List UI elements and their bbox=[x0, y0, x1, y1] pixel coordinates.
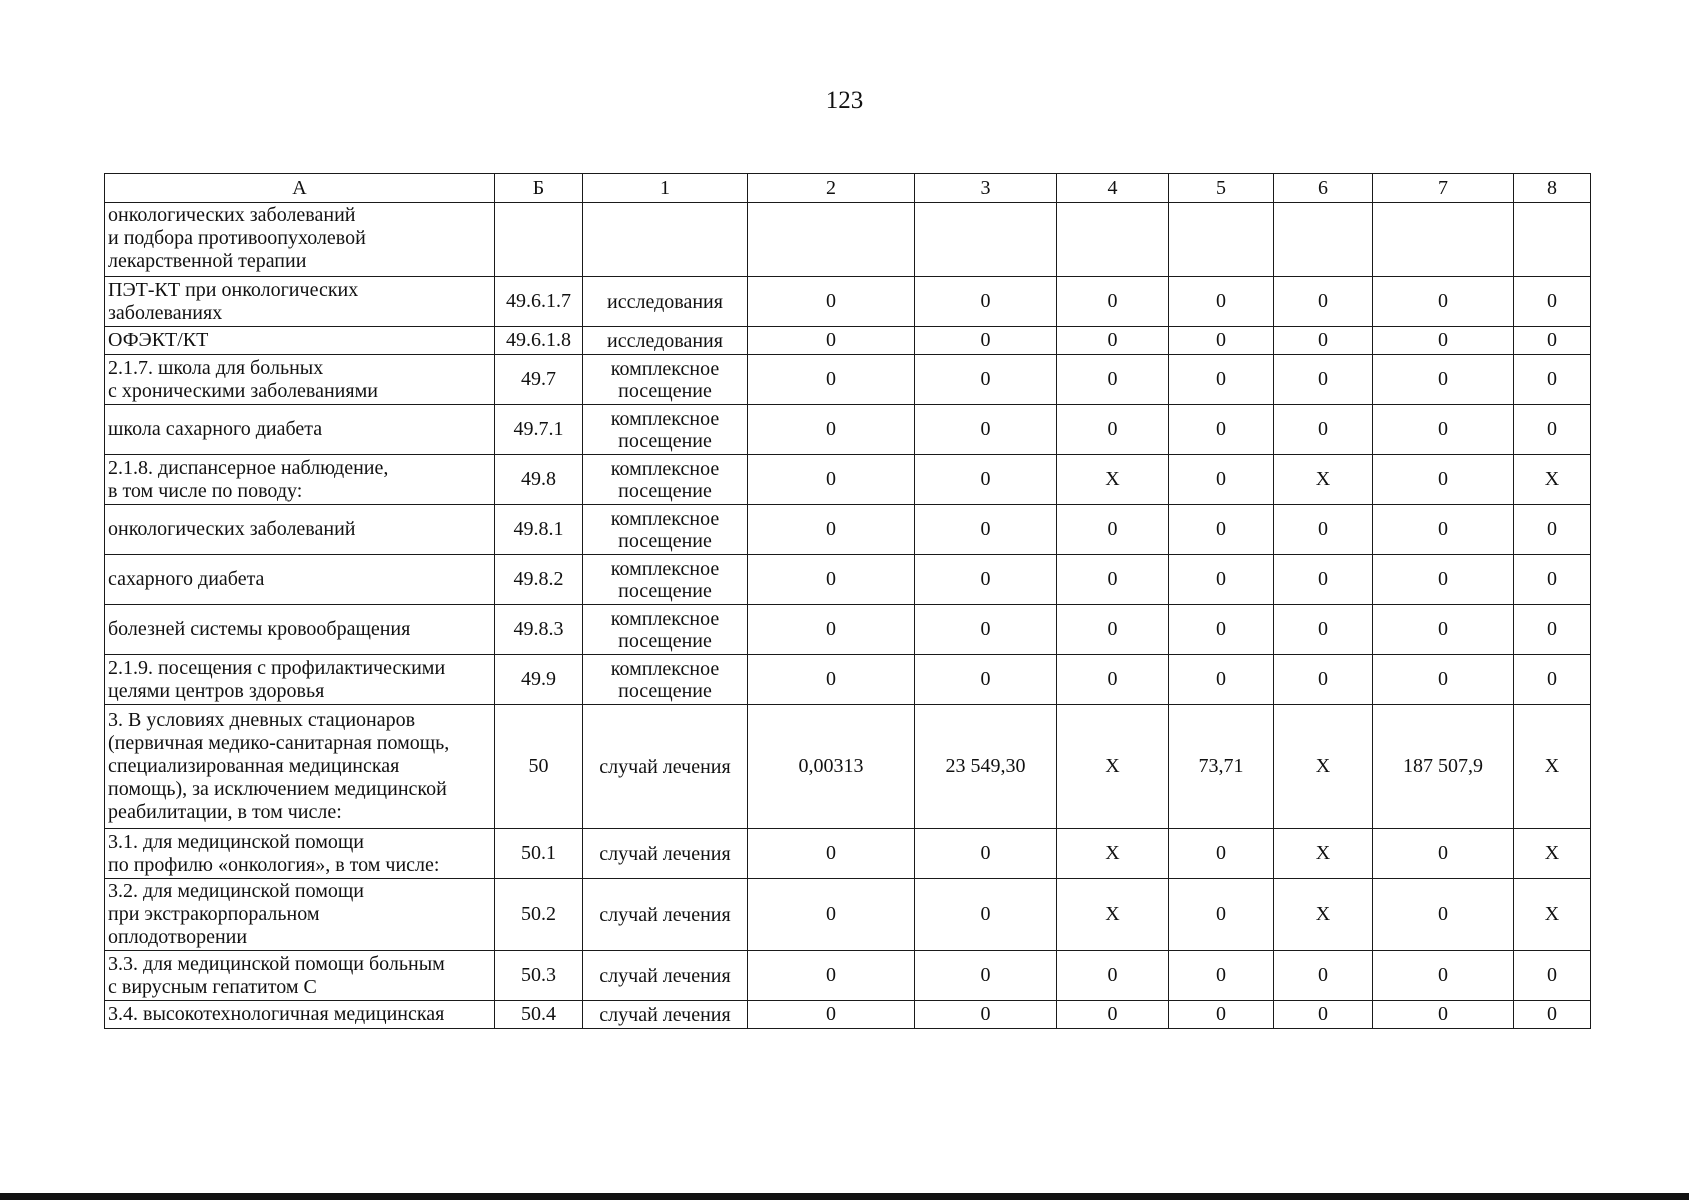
row-value-4-cell: 0 bbox=[1057, 327, 1169, 355]
row-value-5-cell: 0 bbox=[1169, 1001, 1274, 1029]
row-code-cell: 49.6.1.7 bbox=[495, 277, 583, 327]
row-value-6-cell: 0 bbox=[1274, 605, 1373, 655]
row-value-2-cell: 0 bbox=[748, 829, 915, 879]
row-value-8-cell: 0 bbox=[1514, 405, 1591, 455]
row-value-5-cell: 0 bbox=[1169, 327, 1274, 355]
row-code-cell: 49.6.1.8 bbox=[495, 327, 583, 355]
column-header-b: Б bbox=[495, 174, 583, 203]
row-value-7-cell: 0 bbox=[1373, 355, 1514, 405]
row-value-4-cell: 0 bbox=[1057, 1001, 1169, 1029]
row-value-3-cell: 0 bbox=[915, 355, 1057, 405]
row-value-3-cell: 23 549,30 bbox=[915, 705, 1057, 829]
row-value-2-cell: 0 bbox=[748, 1001, 915, 1029]
row-value-3-cell: 0 bbox=[915, 405, 1057, 455]
row-value-5-cell: 0 bbox=[1169, 405, 1274, 455]
column-header-a: А bbox=[105, 174, 495, 203]
row-value-8-cell: 0 bbox=[1514, 605, 1591, 655]
row-name-cell: 2.1.7. школа для больных с хроническими заболеваниями bbox=[105, 355, 495, 405]
row-value-7-cell: 0 bbox=[1373, 405, 1514, 455]
column-header-4: 4 bbox=[1057, 174, 1169, 203]
row-value-6-cell: 0 bbox=[1274, 405, 1373, 455]
row-value-2-cell: 0 bbox=[748, 277, 915, 327]
row-unit-cell: комплексное посещение bbox=[583, 355, 748, 405]
table-row bbox=[105, 655, 1591, 705]
row-value-3-cell: 0 bbox=[915, 277, 1057, 327]
row-value-7-cell: 0 bbox=[1373, 277, 1514, 327]
table-row bbox=[105, 879, 1591, 951]
row-value-3-cell: 0 bbox=[915, 505, 1057, 555]
row-value-7-cell: 0 bbox=[1373, 505, 1514, 555]
row-code-cell: 49.8.3 bbox=[495, 605, 583, 655]
row-unit-cell: исследования bbox=[583, 277, 748, 327]
row-unit-cell: комплексное посещение bbox=[583, 555, 748, 605]
row-value-3-cell: 0 bbox=[915, 879, 1057, 951]
row-value-7-cell: 0 bbox=[1373, 455, 1514, 505]
row-value-2-cell: 0 bbox=[748, 951, 915, 1001]
row-value-8-cell: Х bbox=[1514, 829, 1591, 879]
row-name-cell: 2.1.8. диспансерное наблюдение, в том числе по поводу: bbox=[105, 455, 495, 505]
row-value-8-cell: 0 bbox=[1514, 555, 1591, 605]
row-unit-cell: случай лечения bbox=[583, 705, 748, 829]
row-value-2-cell: 0 bbox=[748, 405, 915, 455]
row-value-2-cell: 0 bbox=[748, 455, 915, 505]
row-value-6-cell: Х bbox=[1274, 455, 1373, 505]
row-value-8-cell bbox=[1514, 203, 1591, 277]
row-value-6-cell: Х bbox=[1274, 705, 1373, 829]
row-value-2-cell: 0 bbox=[748, 505, 915, 555]
column-header-5: 5 bbox=[1169, 174, 1274, 203]
table-row bbox=[105, 405, 1591, 455]
row-value-4-cell: Х bbox=[1057, 829, 1169, 879]
row-value-3-cell: 0 bbox=[915, 829, 1057, 879]
row-unit-cell: исследования bbox=[583, 327, 748, 355]
row-value-8-cell: 0 bbox=[1514, 505, 1591, 555]
row-value-6-cell bbox=[1274, 203, 1373, 277]
row-code-cell: 49.7 bbox=[495, 355, 583, 405]
row-unit-cell: комплексное посещение bbox=[583, 655, 748, 705]
row-value-8-cell: 0 bbox=[1514, 951, 1591, 1001]
row-value-7-cell: 0 bbox=[1373, 829, 1514, 879]
row-unit-cell: случай лечения bbox=[583, 879, 748, 951]
row-code-cell: 49.8 bbox=[495, 455, 583, 505]
row-code-cell: 50.1 bbox=[495, 829, 583, 879]
data-table bbox=[104, 173, 1591, 1029]
row-value-8-cell: Х bbox=[1514, 879, 1591, 951]
row-value-5-cell: 0 bbox=[1169, 455, 1274, 505]
row-value-5-cell: 0 bbox=[1169, 879, 1274, 951]
row-value-5-cell bbox=[1169, 203, 1274, 277]
row-value-4-cell: 0 bbox=[1057, 505, 1169, 555]
row-value-7-cell: 0 bbox=[1373, 655, 1514, 705]
row-value-6-cell: 0 bbox=[1274, 505, 1373, 555]
row-value-3-cell bbox=[915, 203, 1057, 277]
row-value-6-cell: 0 bbox=[1274, 355, 1373, 405]
row-value-3-cell: 0 bbox=[915, 605, 1057, 655]
table-row bbox=[105, 829, 1591, 879]
table-row bbox=[105, 705, 1591, 829]
column-header-6: 6 bbox=[1274, 174, 1373, 203]
column-header-8: 8 bbox=[1514, 174, 1591, 203]
row-value-2-cell: 0 bbox=[748, 355, 915, 405]
row-value-4-cell: 0 bbox=[1057, 405, 1169, 455]
row-value-7-cell: 0 bbox=[1373, 951, 1514, 1001]
row-unit-cell: случай лечения bbox=[583, 951, 748, 1001]
row-value-4-cell: Х bbox=[1057, 455, 1169, 505]
row-value-4-cell: 0 bbox=[1057, 655, 1169, 705]
table-row bbox=[105, 277, 1591, 327]
column-header-7: 7 bbox=[1373, 174, 1514, 203]
row-unit-cell: случай лечения bbox=[583, 829, 748, 879]
row-value-5-cell: 0 bbox=[1169, 655, 1274, 705]
scan-edge bbox=[0, 1193, 1689, 1200]
row-value-4-cell: 0 bbox=[1057, 555, 1169, 605]
row-value-5-cell: 0 bbox=[1169, 605, 1274, 655]
row-code-cell: 50.2 bbox=[495, 879, 583, 951]
row-value-6-cell: 0 bbox=[1274, 327, 1373, 355]
table-row bbox=[105, 327, 1591, 355]
row-value-6-cell: Х bbox=[1274, 829, 1373, 879]
row-value-8-cell: Х bbox=[1514, 455, 1591, 505]
row-unit-cell: комплексное посещение bbox=[583, 405, 748, 455]
row-value-2-cell: 0,00313 bbox=[748, 705, 915, 829]
table-row bbox=[105, 203, 1591, 277]
row-name-cell: 2.1.9. посещения с профилактическими целями центров здоровья bbox=[105, 655, 495, 705]
row-value-3-cell: 0 bbox=[915, 327, 1057, 355]
row-code-cell: 50.3 bbox=[495, 951, 583, 1001]
table-row bbox=[105, 555, 1591, 605]
row-unit-cell: комплексное посещение bbox=[583, 455, 748, 505]
row-value-5-cell: 0 bbox=[1169, 829, 1274, 879]
row-value-2-cell: 0 bbox=[748, 605, 915, 655]
column-header-3: 3 bbox=[915, 174, 1057, 203]
row-value-7-cell: 0 bbox=[1373, 605, 1514, 655]
row-value-8-cell: 0 bbox=[1514, 277, 1591, 327]
row-value-8-cell: 0 bbox=[1514, 355, 1591, 405]
row-value-8-cell: 0 bbox=[1514, 327, 1591, 355]
row-value-4-cell: 0 bbox=[1057, 951, 1169, 1001]
row-value-7-cell bbox=[1373, 203, 1514, 277]
row-value-5-cell: 0 bbox=[1169, 555, 1274, 605]
row-value-2-cell bbox=[748, 203, 915, 277]
page-number: 123 bbox=[825, 87, 864, 114]
row-value-5-cell: 0 bbox=[1169, 505, 1274, 555]
row-name-cell: онкологических заболеваний bbox=[105, 505, 495, 555]
table-row bbox=[105, 605, 1591, 655]
row-value-8-cell: 0 bbox=[1514, 1001, 1591, 1029]
row-value-8-cell: Х bbox=[1514, 705, 1591, 829]
row-value-7-cell: 0 bbox=[1373, 555, 1514, 605]
row-value-6-cell: Х bbox=[1274, 879, 1373, 951]
row-value-2-cell: 0 bbox=[748, 655, 915, 705]
row-value-5-cell: 0 bbox=[1169, 277, 1274, 327]
row-value-4-cell bbox=[1057, 203, 1169, 277]
row-value-4-cell: 0 bbox=[1057, 355, 1169, 405]
row-value-3-cell: 0 bbox=[915, 555, 1057, 605]
row-value-6-cell: 0 bbox=[1274, 555, 1373, 605]
column-header-2: 2 bbox=[748, 174, 915, 203]
row-name-cell: 3.4. высокотехнологичная медицинская bbox=[105, 1001, 495, 1029]
row-name-cell: 3.2. для медицинской помощи при экстракорпоральном оплодотворении bbox=[105, 879, 495, 951]
row-value-2-cell: 0 bbox=[748, 555, 915, 605]
row-value-8-cell: 0 bbox=[1514, 655, 1591, 705]
row-name-cell: школа сахарного диабета bbox=[105, 405, 495, 455]
row-code-cell bbox=[495, 203, 583, 277]
row-value-6-cell: 0 bbox=[1274, 951, 1373, 1001]
row-value-6-cell: 0 bbox=[1274, 277, 1373, 327]
row-name-cell: болезней системы кровообращения bbox=[105, 605, 495, 655]
row-code-cell: 49.8.1 bbox=[495, 505, 583, 555]
row-value-2-cell: 0 bbox=[748, 879, 915, 951]
table-row bbox=[105, 455, 1591, 505]
row-value-6-cell: 0 bbox=[1274, 655, 1373, 705]
row-value-7-cell: 0 bbox=[1373, 327, 1514, 355]
row-name-cell: ОФЭКТ/КТ bbox=[105, 327, 495, 355]
row-code-cell: 50.4 bbox=[495, 1001, 583, 1029]
table-row bbox=[105, 505, 1591, 555]
row-value-3-cell: 0 bbox=[915, 951, 1057, 1001]
row-name-cell: 3.3. для медицинской помощи больным с вирусным гепатитом С bbox=[105, 951, 495, 1001]
table-row bbox=[105, 355, 1591, 405]
row-value-5-cell: 0 bbox=[1169, 951, 1274, 1001]
row-value-5-cell: 73,71 bbox=[1169, 705, 1274, 829]
row-name-cell: 3.1. для медицинской помощи по профилю «онкология», в том числе: bbox=[105, 829, 495, 879]
row-code-cell: 49.9 bbox=[495, 655, 583, 705]
table-header-row bbox=[105, 174, 1591, 203]
table-row bbox=[105, 951, 1591, 1001]
row-unit-cell: случай лечения bbox=[583, 1001, 748, 1029]
row-name-cell: онкологических заболеваний и подбора противоопухолевой лекарственной терапии bbox=[105, 203, 495, 277]
row-value-4-cell: 0 bbox=[1057, 277, 1169, 327]
row-code-cell: 50 bbox=[495, 705, 583, 829]
row-name-cell: сахарного диабета bbox=[105, 555, 495, 605]
row-value-4-cell: Х bbox=[1057, 705, 1169, 829]
row-code-cell: 49.8.2 bbox=[495, 555, 583, 605]
row-value-7-cell: 187 507,9 bbox=[1373, 705, 1514, 829]
row-value-7-cell: 0 bbox=[1373, 879, 1514, 951]
row-value-2-cell: 0 bbox=[748, 327, 915, 355]
row-value-5-cell: 0 bbox=[1169, 355, 1274, 405]
row-value-3-cell: 0 bbox=[915, 655, 1057, 705]
row-value-3-cell: 0 bbox=[915, 455, 1057, 505]
row-name-cell: ПЭТ-КТ при онкологических заболеваниях bbox=[105, 277, 495, 327]
column-header-1: 1 bbox=[583, 174, 748, 203]
row-value-7-cell: 0 bbox=[1373, 1001, 1514, 1029]
row-code-cell: 49.7.1 bbox=[495, 405, 583, 455]
row-value-6-cell: 0 bbox=[1274, 1001, 1373, 1029]
row-unit-cell bbox=[583, 203, 748, 277]
row-value-4-cell: 0 bbox=[1057, 605, 1169, 655]
row-name-cell: 3. В условиях дневных стационаров (первичная медико-санитарная помощь, специализированная медицинская помощь), за исключением медицинской реабилитации, в том числе: bbox=[105, 705, 495, 829]
row-value-3-cell: 0 bbox=[915, 1001, 1057, 1029]
row-unit-cell: комплексное посещение bbox=[583, 505, 748, 555]
table-row bbox=[105, 1001, 1591, 1029]
row-value-4-cell: Х bbox=[1057, 879, 1169, 951]
row-unit-cell: комплексное посещение bbox=[583, 605, 748, 655]
